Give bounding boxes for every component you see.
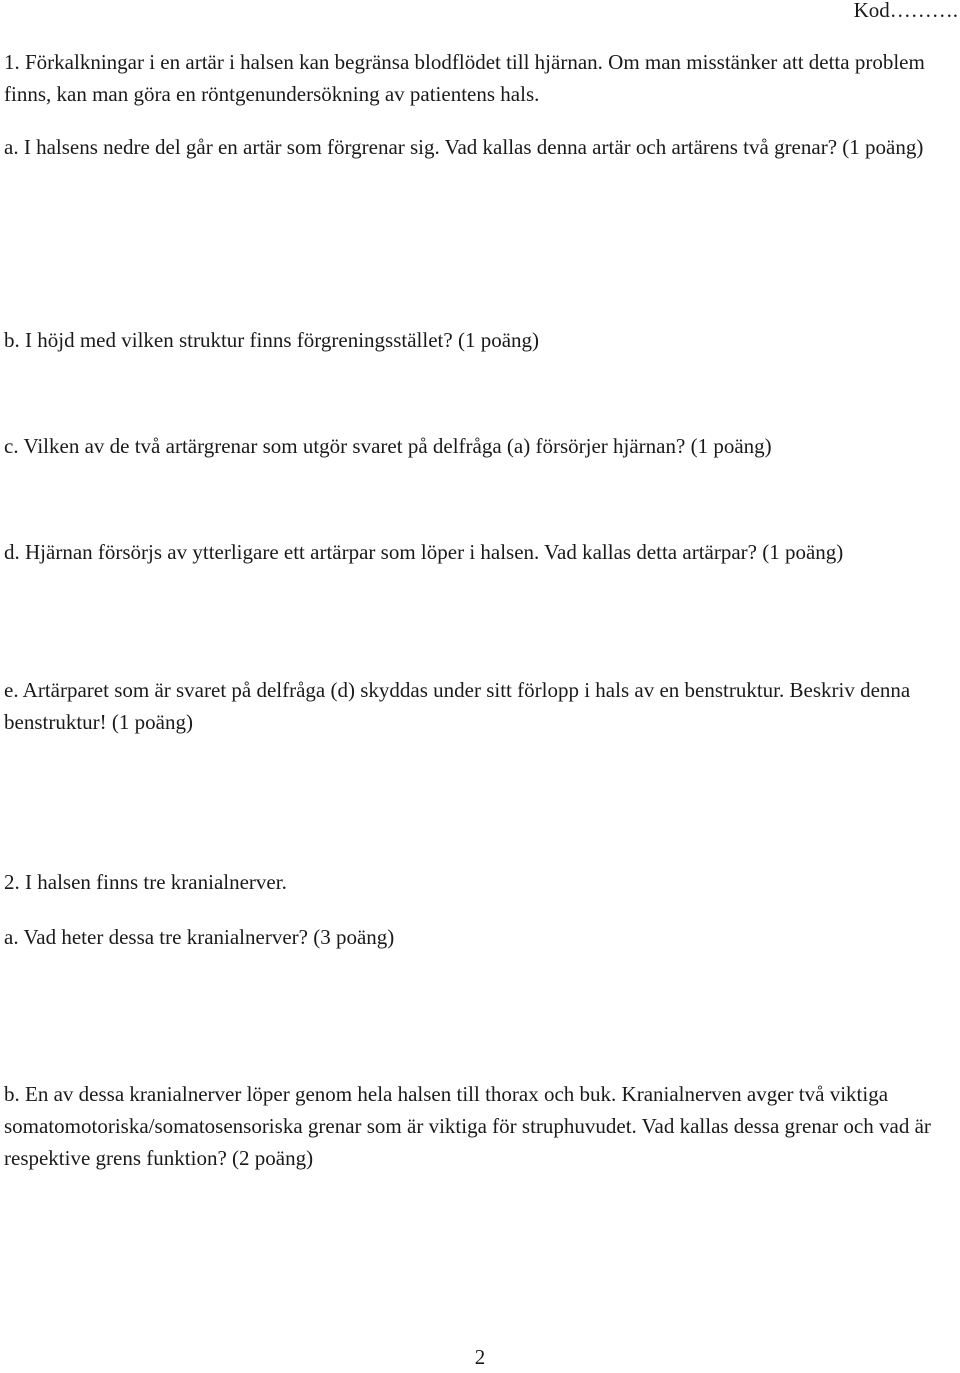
question-2b: b. En av dessa kranialnerver löper genom hela halsen till thorax och buk. Kranialnerven avger två viktiga somatomotoriska/somatosensoriska grenar som är viktiga för struphuvudet. Vad kallas dessa grenar och vad är respektive grens funktion? (2 poäng) <box>4 1082 931 1170</box>
question-1b: b. I höjd med vilken struktur finns förgreningsstället? (1 poäng) <box>4 328 540 352</box>
question-1e: e. Artärparet som är svaret på delfråga (d) skyddas under sitt förlopp i hals av en benstruktur. Beskriv denna benstruktur! (1 poäng) <box>4 678 911 734</box>
question-1d: d. Hjärnan försörjs av ytterligare ett artärpar som löper i halsen. Vad kallas detta artärpar? (1 poäng) <box>4 540 844 564</box>
question-1-intro: 1. Förkalkningar i en artär i halsen kan begränsa blodflödet till hjärnan. Om man misstänker att detta problem finns, kan man göra en röntgenundersökning av patientens hals. <box>4 50 925 106</box>
question-1c: c. Vilken av de två artärgrenar som utgör svaret på delfråga (a) försörjer hjärnan? (1 poäng) <box>4 434 772 458</box>
code-label: Kod………. <box>853 0 958 22</box>
question-2-intro: 2. I halsen finns tre kranialnerver. <box>4 870 287 894</box>
question-1a: a. I halsens nedre del går en artär som förgrenar sig. Vad kallas denna artär och artärens två grenar? (1 poäng) <box>4 135 924 159</box>
question-2a: a. Vad heter dessa tre kranialnerver? (3 poäng) <box>4 925 395 949</box>
page-number: 2 <box>474 1345 486 1369</box>
